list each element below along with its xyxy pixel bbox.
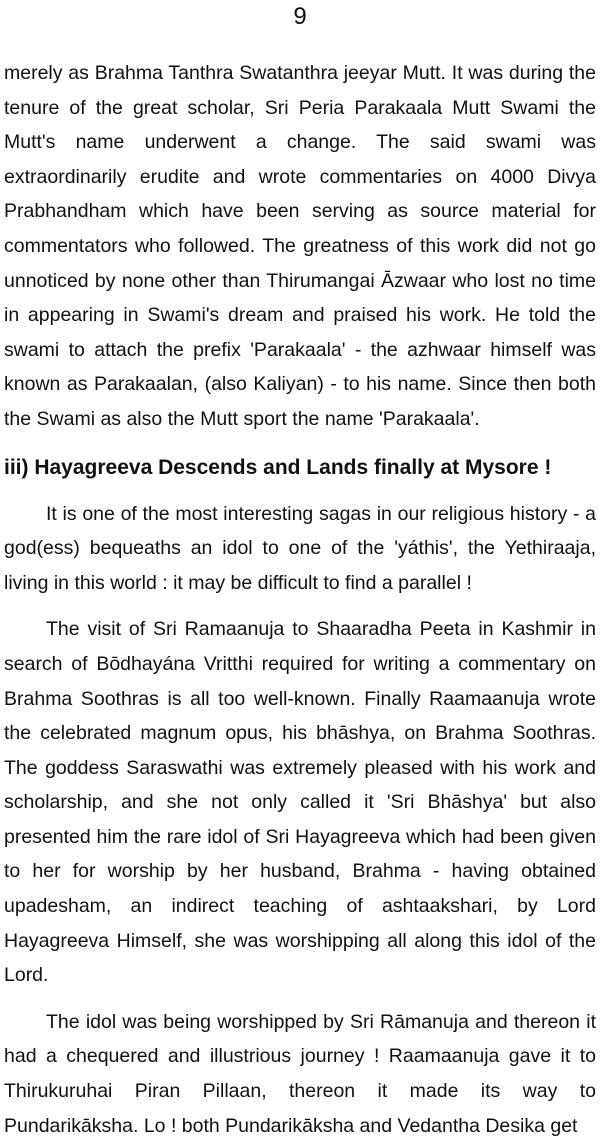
page-number: 9 xyxy=(293,3,307,30)
page-body xyxy=(4,56,596,1143)
paragraph-mutt-name: merely as Brahma Tanthra Swatanthra jeeyar Mutt. It was during the tenure of the great scholar, Sri Peria Parakaala Mutt Swami the Mutt's name underwent a change. The said swami was extraordinarily erudite and wrote commentaries on 4000 Divya Prabhandham which have been serving as source material for commentators who followed. The greatness of this work did not go unnoticed by none other than Thirumangai Āzwaar who lost no time in appearing in Swami's dream and praised his work. He told the swami to attach the prefix 'Parakaala' - the azhwaar himself was known as Parakaalan, (also Kaliyan) - to his name. Since then both the Swami as also the Mutt sport the name 'Parakaala'. xyxy=(4,62,596,430)
paragraph-idol-journey: The idol was being worshipped by Sri Rāmanuja and thereon it had a chequered and illustrious journey ! Raamaanuja gave it to Thirukuruhai Piran Pillaan, thereon it made its way to Pundarikāksha. Lo ! both Pundarikāksha and Vedantha Desika get xyxy=(4,1010,596,1137)
section-heading: iii) Hayagreeva Descends and Lands finally at Mysore ! xyxy=(4,455,552,479)
paragraph-saga: It is one of the most interesting sagas in our religious history - a god(ess) bequeaths an idol to one of the 'yáthis', the Yethiraaja, living in this world : it may be difficult to find a parallel ! xyxy=(4,502,596,594)
paragraph-sri-bhashya: The visit of Sri Ramaanuja to Shaaradha Peeta in Kashmir in search of Bōdhayána Vritthi required for writing a commentary on Brahma Soothras is all too well-known. Finally Raamaanuja wrote the celebrated magnum opus, his bhāshya, on Brahma Soothras. The goddess Saraswathi was extremely pleased with his work and scholarship, and she not only called it 'Sri Bhāshya' but also presented him the rare idol of Sri Hayagreeva which had been given to her for worship by her husband, Brahma - having obtained upadesham, an indirect teaching of ashtaakshari, by Lord Hayagreeva Himself, she was worshipping all along this idol of the Lord. xyxy=(4,618,596,987)
